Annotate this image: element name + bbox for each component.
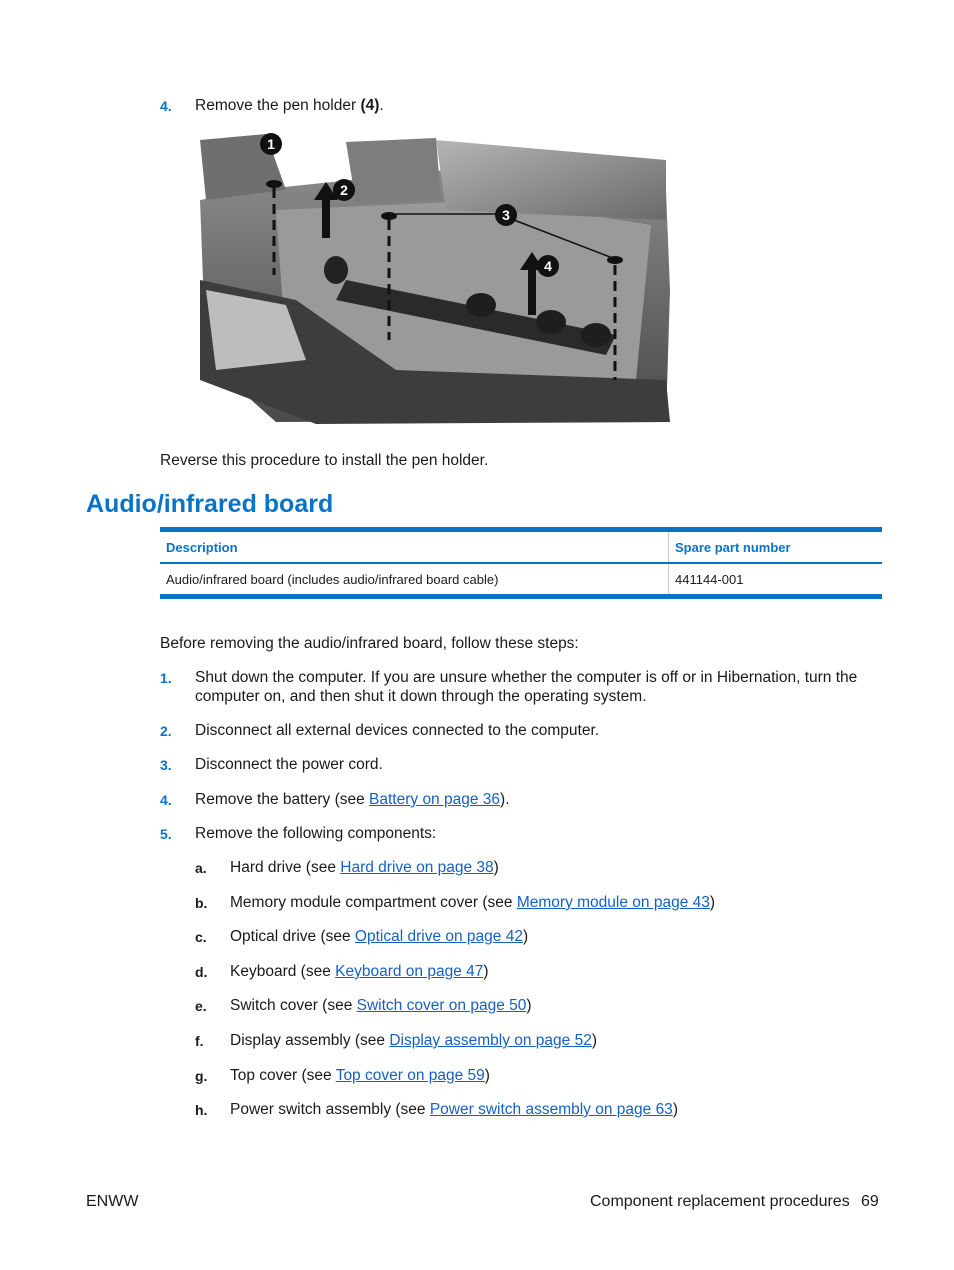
table-row [160,564,882,594]
callout-2: 2 [340,182,348,198]
table-bottom-rule [160,594,882,599]
parts-table [160,532,882,562]
step-text [195,96,384,116]
substep-letter-d: d. [195,964,208,980]
step-text-before: Remove the pen holder [195,97,361,114]
substep-d [230,962,489,982]
top-cover-link[interactable]: Top cover on page 59 [335,1067,485,1084]
substep-c [230,927,528,947]
callout-3: 3 [502,207,510,223]
substep-h [230,1100,678,1120]
spare-parts-table [160,527,882,599]
substep-b-before: Memory module compartment cover (see [230,894,517,911]
hard-drive-link[interactable]: Hard drive on page 38 [340,859,494,876]
switch-cover-link[interactable]: Switch cover on page 50 [356,997,527,1014]
step-1-line-2: computer on, and then shut it down through the operating system. [195,688,647,705]
step-5-text: Remove the following components: [195,825,437,842]
substep-a [230,858,499,878]
step-number-5: 5. [160,826,172,842]
substep-d-before: Keyboard (see [230,963,336,980]
step-number-1: 1. [160,670,172,686]
substep-c-before: Optical drive (see [230,928,355,945]
substep-g-after: ) [484,1067,490,1084]
step-callout-ref: (4) [360,97,380,114]
footer-page-number: 69 [861,1193,879,1210]
substep-letter-e: e. [195,998,207,1014]
substep-b [230,893,715,913]
pen-holder-removal-figure [196,130,674,426]
optical-drive-link[interactable]: Optical drive on page 42 [354,928,523,945]
step-number-4: 4. [160,98,172,114]
display-assembly-link[interactable]: Display assembly on page 52 [389,1032,592,1049]
keyboard-link[interactable]: Keyboard on page 47 [335,963,484,980]
substep-a-after: ) [493,859,499,876]
substep-a-before: Hard drive (see [230,859,341,876]
battery-link[interactable]: Battery on page 36 [369,791,501,808]
footer-chapter: Component replacement procedures [590,1193,850,1210]
substep-d-after: ) [483,963,489,980]
substep-f-after: ) [591,1032,598,1049]
header-description: Description [166,539,238,555]
step-number-2: 2. [160,723,172,739]
substep-f-before: Display assembly (see [230,1032,390,1049]
substep-letter-b: b. [195,895,208,911]
cell-part-number: 441144-001 [669,564,883,594]
section-title: Audio/infrared board [86,490,334,518]
step-1-line-1: Shut down the computer. If you are unsure whether the computer is off or in Hibernation, turn the [195,669,858,686]
substep-c-after: ) [522,928,529,945]
cell-description: Audio/infrared board (includes audio/infrared board cable) [166,571,499,587]
substep-g [230,1066,490,1086]
power-switch-assembly-link[interactable]: Power switch assembly on page 63 [429,1101,673,1118]
figure-illustration [196,130,674,426]
substep-letter-h: h. [195,1102,208,1118]
step-4-after: ). [500,791,510,808]
substep-f [230,1031,597,1051]
parts-table-body [160,564,882,594]
callout-1: 1 [267,136,275,152]
substep-h-after: ) [672,1101,678,1118]
substep-letter-f: f. [195,1033,204,1049]
step-number-3: 3. [160,757,172,773]
substep-letter-a: a. [195,860,207,876]
footer-left: ENWW [86,1193,139,1210]
reverse-note: Reverse this procedure to install the pen holder. [160,452,489,469]
substep-letter-c: c. [195,929,207,945]
memory-module-link[interactable]: Memory module on page 43 [516,894,710,911]
header-spare-part-number: Spare part number [669,532,883,562]
step-3-text: Disconnect the power cord. [195,756,383,773]
substep-e-after: ) [526,997,532,1014]
step-4-before: Remove the battery (see [195,791,370,808]
step-4-text [195,790,510,810]
table-header-row [160,532,882,562]
intro-text: Before removing the audio/infrared board, follow these steps: [160,635,579,652]
substep-h-before: Power switch assembly (see [230,1101,430,1118]
substep-e-before: Switch cover (see [230,997,357,1014]
substep-e [230,996,532,1016]
substep-letter-g: g. [195,1068,208,1084]
step-2-text: Disconnect all external devices connected to the computer. [195,722,600,739]
step-text-after: . [379,97,384,114]
step-number-4b: 4. [160,792,172,808]
substep-b-after: ) [709,894,716,911]
substep-g-before: Top cover (see [230,1067,336,1084]
callout-4: 4 [544,258,552,274]
